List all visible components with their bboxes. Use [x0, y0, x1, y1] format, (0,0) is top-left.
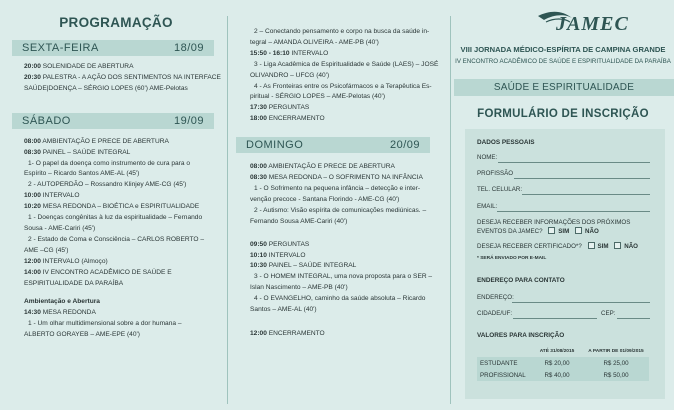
schedule-time: 18:00 — [250, 115, 267, 123]
cep-field[interactable] — [617, 318, 650, 319]
cidade-field[interactable] — [513, 318, 597, 319]
schedule-line — [0, 191, 226, 202]
schedule-text: 1- O papel da doença como instrumento de cura para o — [28, 159, 191, 167]
email-label: EMAIL: — [477, 203, 498, 210]
schedule-line — [228, 71, 450, 82]
schedule-line — [0, 268, 226, 279]
schedule-line — [228, 217, 450, 228]
cep-label: CEP: — [601, 310, 616, 317]
schedule-time: 12:00 — [24, 257, 41, 265]
domingo-schedule-3 — [228, 329, 450, 340]
day-band-sexta — [12, 40, 214, 56]
schedule-time: 08:30 — [250, 174, 267, 182]
logo-text: JAMEC — [556, 13, 629, 35]
info-question-text: EVENTOS DA JAMEC? — [477, 228, 543, 235]
cidade-label: CIDADE/UF: — [477, 310, 513, 317]
schedule-text: venção precoce - Santana Florindo - AME-CG (40') — [250, 195, 400, 203]
schedule-line — [0, 84, 226, 95]
schedule-line — [228, 49, 450, 60]
sexta-schedule — [0, 62, 226, 95]
schedule-text: INTERVALO — [291, 49, 329, 57]
profissao-label: PROFISSÃO — [477, 170, 514, 177]
schedule-line — [228, 272, 450, 283]
event-title: VIII JORNADA MÉDICO-ESPÍRITA DE CAMPINA GRANDE — [460, 45, 666, 54]
sabado-afternoon-schedule — [0, 308, 226, 341]
schedule-line — [228, 162, 450, 173]
schedule-line — [0, 169, 226, 180]
price-value: R$ 50,00 — [583, 369, 649, 381]
schedule-line — [0, 137, 226, 148]
sabado-continued-schedule — [228, 27, 450, 125]
price-col-2: A PARTIR DE 01/09/2015 — [588, 348, 644, 354]
schedule-text: PERGUNTAS — [268, 240, 310, 248]
schedule-time: 08:00 — [24, 137, 41, 145]
schedule-line — [228, 60, 450, 71]
prices-header-row — [477, 345, 649, 357]
schedule-text: INTERVALO — [42, 192, 80, 200]
schedule-text: Fernando Sousa AME-Cariri (40') — [250, 217, 348, 225]
schedule-line — [228, 329, 450, 340]
day-date: 19/09 — [173, 114, 204, 127]
nao-label: NÃO — [585, 228, 599, 235]
schedule-line — [0, 213, 226, 224]
schedule-time: 14:30 — [24, 309, 41, 317]
celular-field[interactable] — [522, 194, 650, 195]
certificado-question-text: DESEJA RECEBER CERTIFICADO*? — [477, 243, 582, 250]
valores-heading: VALORES PARA INSCRIÇÃO — [477, 332, 565, 339]
prices-table — [477, 345, 649, 381]
schedule-line — [0, 180, 226, 191]
schedule-text: Espírito – Ricardo Santos AME-AL (45') — [24, 170, 140, 178]
schedule-text: 1 - O Sofrimento na pequena infância – detecção e inter- — [254, 184, 421, 192]
schedule-time: 20:00 — [24, 63, 41, 70]
schedule-text: 2 - Autismo: Visão espírita de comunicações mediúnicas. – — [254, 206, 427, 214]
form-title: FORMULÁRIO DE INSCRIÇÃO — [477, 108, 649, 120]
schedule-text: IV ENCONTRO ACADÊMICO DE SAÚDE E — [42, 268, 172, 276]
endereco-heading: ENDEREÇO PARA CONTATO — [477, 277, 565, 284]
schedule-text: INTERVALO (Almoço) — [42, 257, 108, 265]
email-field[interactable] — [497, 211, 650, 212]
price-col-1: ATÉ 31/08/2015 — [539, 348, 575, 354]
schedule-line — [0, 224, 226, 235]
endereco-field[interactable] — [512, 302, 650, 303]
schedule-text: MESA REDONDA – BIOÉTICA e ESPIRITUALIDADE — [42, 203, 200, 211]
schedule-line — [0, 73, 226, 84]
price-value: R$ 20,00 — [531, 357, 583, 369]
schedule-line — [228, 240, 450, 251]
price-row-label: PROFISSIONAL — [477, 369, 531, 381]
schedule-text: Santos – AME-AL (40') — [250, 306, 317, 314]
schedule-text: OLIVANDRO – UFCG (40') — [250, 71, 330, 79]
schedule-text: piritual - SÉRGIO LOPES – AME-Pelotas (40') — [250, 93, 386, 101]
schedule-text: SOLENIDADE DE ABERTURA — [42, 63, 134, 70]
schedule-line — [228, 261, 450, 272]
schedule-line — [0, 159, 226, 170]
schedule-text: 2 - AUTOPERDÃO – Rossandro Klinjey AME-CG (45') — [28, 181, 187, 189]
schedule-text: MESA REDONDA — [42, 309, 96, 317]
schedule-text: 2 - Estado de Coma e Consciência – CARLOS ROBERTO – — [28, 235, 205, 243]
schedule-text: 4 - As Fronteiras entre os Psicofármacos e a Terapêutica Es- — [254, 82, 432, 90]
schedule-line — [228, 38, 450, 49]
schedule-line — [228, 173, 450, 184]
schedule-time: 20:30 — [24, 73, 41, 81]
domingo-schedule — [228, 162, 450, 227]
schedule-text: MESA REDONDA – O SOFRIMENTO NA INFÂNCIA — [268, 174, 423, 182]
certificado-question — [477, 242, 638, 250]
sabado-afternoon-title: Ambientação e Abertura — [24, 298, 100, 306]
schedule-line — [0, 246, 226, 257]
schedule-text: tegral – AMANDA OLIVEIRA - AME-PB (40') — [250, 38, 379, 46]
schedule-line — [228, 195, 450, 206]
schedule-text: 4 - O EVANGELHO, caminho da saúde absoluta – Ricardo — [254, 295, 426, 303]
schedule-text: AMBIENTAÇÃO E PRECE DE ABERTURA — [42, 137, 169, 145]
schedule-time: 08:30 — [24, 148, 41, 156]
schedule-line — [228, 251, 450, 262]
schedule-line — [228, 283, 450, 294]
price-row-label: ESTUDANTE — [477, 357, 531, 369]
schedule-line — [228, 184, 450, 195]
day-band-domingo — [236, 137, 430, 153]
day-name: SÁBADO — [22, 114, 71, 127]
programacao-column-2 — [228, 0, 450, 410]
nome-label: NOME: — [477, 154, 498, 161]
schedule-text: 1 - Doenças congênitas à luz da espiritualidade – Fernando — [28, 214, 203, 222]
schedule-line — [228, 82, 450, 93]
schedule-text: Sousa - AME-Cariri (45') — [24, 224, 96, 232]
price-row — [477, 357, 649, 369]
cert-sim-checkbox[interactable] — [588, 242, 595, 249]
schedule-text: ESPIRITUALIDADE DA PARAÍBA — [24, 279, 124, 287]
schedule-time: 10:20 — [24, 203, 41, 211]
domingo-schedule-2 — [228, 240, 450, 316]
schedule-line — [0, 202, 226, 213]
schedule-text: 3 - O HOMEM INTEGRAL, uma nova proposta para o SER – — [254, 273, 433, 281]
schedule-time: 12:00 — [250, 329, 267, 337]
schedule-line — [0, 235, 226, 246]
schedule-line — [228, 114, 450, 125]
schedule-text: PERGUNTAS — [268, 104, 310, 112]
schedule-text: SAÚDE|DOENÇA – SÉRGIO LOPES (60') AME-Pelotas — [24, 84, 188, 92]
programacao-title: PROGRAMAÇÃO — [59, 15, 173, 30]
info-question: DESEJA RECEBER INFORMAÇÕES DOS PRÓXIMOS — [477, 219, 631, 226]
schedule-line — [0, 62, 226, 73]
schedule-text: 3 - Liga Acadêmica de Espiritualidade e Saúde (LAES) – JOSÉ — [254, 60, 439, 68]
info-sim-checkbox[interactable] — [548, 227, 555, 234]
schedule-time: 10:30 — [250, 262, 267, 270]
schedule-line — [0, 257, 226, 268]
day-date: 18/09 — [173, 42, 204, 54]
endereco-label: ENDEREÇO: — [477, 294, 514, 301]
nome-field[interactable] — [498, 162, 650, 163]
schedule-line — [0, 308, 226, 319]
schedule-time: 08:00 — [250, 163, 267, 171]
schedule-line — [228, 27, 450, 38]
schedule-time: 17:30 — [250, 104, 267, 112]
day-name: SEXTA-FEIRA — [22, 42, 99, 54]
schedule-text: PAINEL – SAÚDE INTEGRAL — [42, 148, 131, 156]
price-value: R$ 40,00 — [531, 369, 583, 381]
schedule-line — [0, 279, 226, 290]
info-question-line-2 — [477, 227, 599, 235]
schedule-line — [228, 103, 450, 114]
sabado-schedule — [0, 137, 226, 290]
price-row — [477, 369, 649, 381]
cert-nao-checkbox[interactable] — [614, 242, 621, 249]
day-date: 20/09 — [389, 139, 420, 152]
schedule-time: 09:50 — [250, 240, 267, 248]
schedule-time: 10:10 — [250, 251, 267, 259]
info-nao-checkbox[interactable] — [575, 227, 582, 234]
schedule-line — [0, 148, 226, 159]
column-divider — [450, 16, 451, 404]
sim-label: SIM — [597, 243, 609, 250]
schedule-line — [228, 305, 450, 316]
schedule-text: ALBERTO GORAYEB – AME-EPE (40') — [24, 331, 140, 339]
schedule-text: INTERVALO — [268, 251, 306, 259]
schedule-line — [228, 92, 450, 103]
schedule-text: AME –CG (45') — [24, 246, 69, 254]
dados-pessoais-heading: DADOS PESSOAIS — [477, 139, 535, 146]
celular-label: TEL. CELULAR: — [477, 186, 523, 193]
schedule-text: ENCERRAMENTO — [268, 115, 325, 123]
schedule-text: ENCERRAMENTO — [268, 329, 325, 337]
schedule-text: Islan Nascimento – AME-PB (40') — [250, 284, 348, 292]
schedule-line — [0, 330, 226, 341]
schedule-text: PAINEL – SAÚDE INTEGRAL — [268, 262, 357, 270]
sim-label: SIM — [558, 228, 570, 235]
schedule-text: 2 – Conectando pensamento e corpo na busca da saúde in- — [254, 28, 430, 35]
schedule-text: 1 - Um olhar multidimensional sobre a dor humana – — [28, 320, 182, 328]
price-value: R$ 25,00 — [583, 357, 649, 369]
schedule-line — [228, 294, 450, 305]
programacao-column-1 — [0, 0, 226, 410]
profissao-field[interactable] — [514, 178, 650, 179]
schedule-line — [0, 319, 226, 330]
schedule-text: PALESTRA - A AÇÃO DOS SENTIMENTOS NA INTERFACE — [42, 73, 221, 81]
day-band-sabado — [12, 113, 214, 129]
schedule-line — [228, 206, 450, 217]
event-subtitle: IV ENCONTRO ACADÊMICO DE SAÚDE E ESPIRITUALIDADE DA PARAÍBA — [455, 58, 671, 65]
schedule-time: 15:50 - 16:10 — [250, 49, 290, 57]
schedule-time: 14:00 — [24, 268, 41, 276]
schedule-time: 10:00 — [24, 192, 41, 200]
schedule-text: AMBIENTAÇÃO E PRECE DE ABERTURA — [268, 163, 395, 171]
theme-band: SAÚDE E ESPIRITUALIDADE — [454, 79, 674, 96]
day-name: DOMINGO — [246, 139, 304, 152]
nao-label: NÃO — [624, 243, 638, 250]
email-note: * SERÁ ENVIADO POR E-MAIL — [477, 256, 547, 261]
